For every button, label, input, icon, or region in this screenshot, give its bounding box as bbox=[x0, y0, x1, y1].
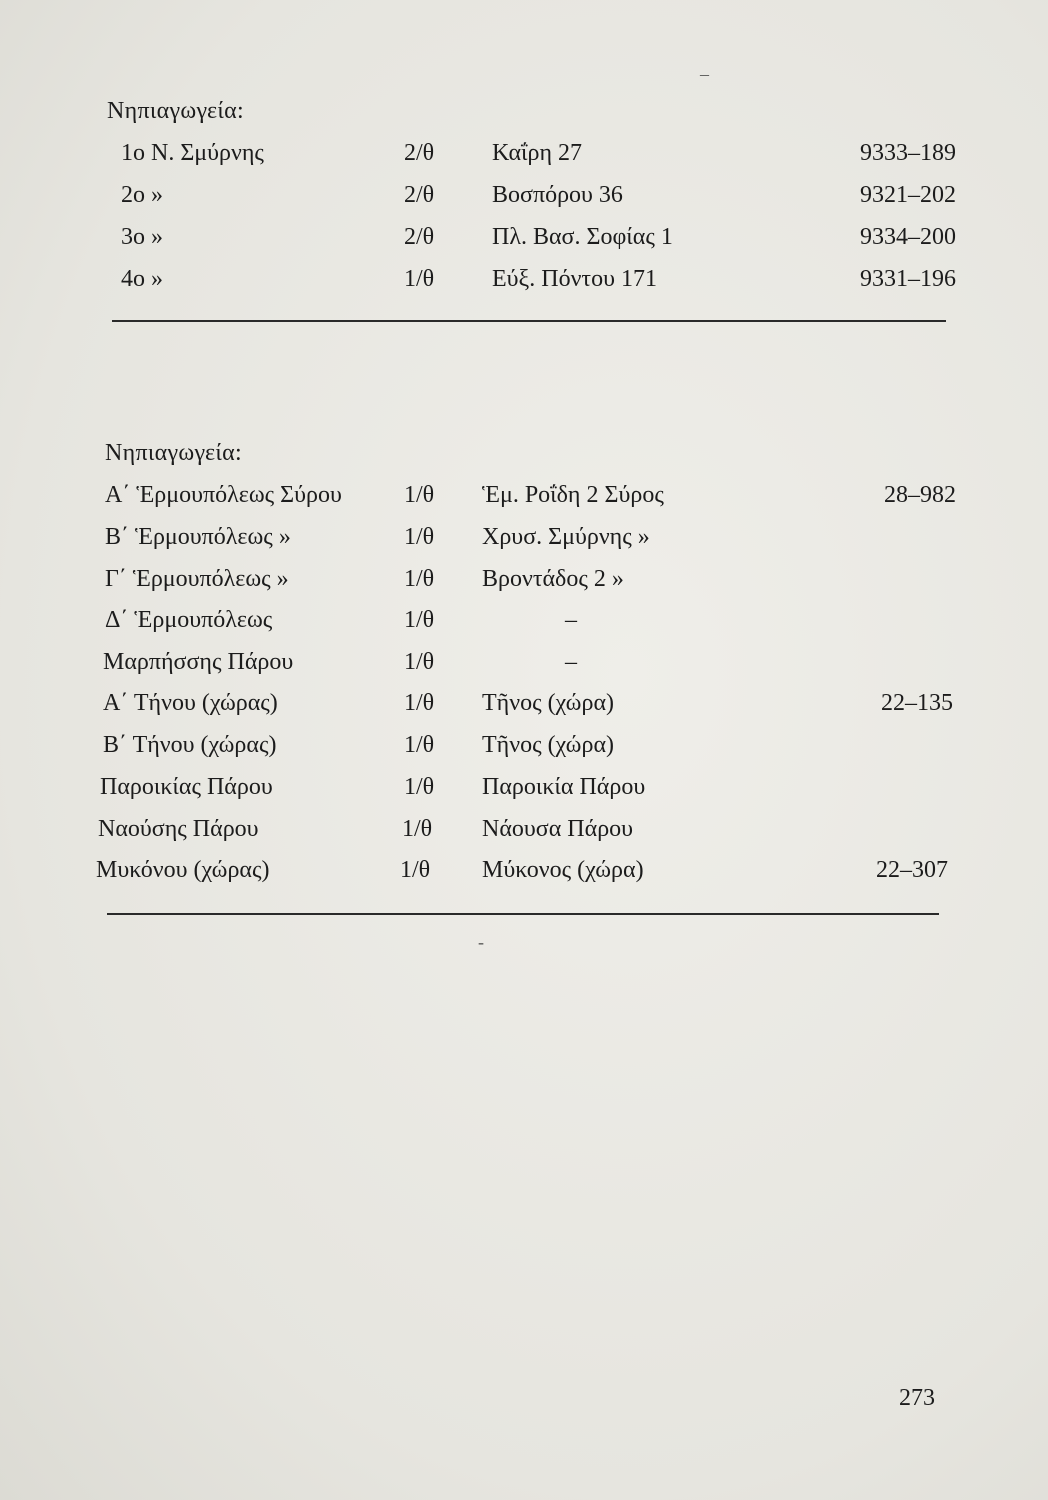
row-address: Βροντάδος 2 » bbox=[482, 566, 624, 592]
row-address: Τῆνος (χώρα) bbox=[482, 690, 615, 716]
row-class: 1/θ bbox=[404, 482, 435, 508]
table-row bbox=[0, 690, 1048, 720]
row-name: 4ο » bbox=[121, 266, 163, 292]
row-address: – bbox=[565, 607, 577, 633]
table-row bbox=[0, 524, 1048, 554]
table-row bbox=[0, 857, 1048, 887]
table-row bbox=[0, 224, 1048, 254]
section-heading: Νηπιαγωγεία: bbox=[105, 440, 243, 466]
table-row bbox=[0, 482, 1048, 512]
row-address: Πλ. Βασ. Σοφίας 1 bbox=[492, 224, 673, 250]
row-phone: 22–307 bbox=[876, 857, 948, 883]
row-name: Μαρπήσσης Πάρου bbox=[103, 649, 294, 675]
row-address: Καΐρη 27 bbox=[492, 140, 582, 166]
page-mark: – bbox=[700, 64, 709, 84]
row-class: 2/θ bbox=[404, 182, 435, 208]
row-class: 1/θ bbox=[404, 690, 435, 716]
row-name: Δ΄ Ἑρμουπόλεως bbox=[105, 607, 273, 633]
table-row bbox=[0, 140, 1048, 170]
row-phone: 9331–196 bbox=[860, 266, 956, 292]
row-name: Μυκόνου (χώρας) bbox=[96, 857, 270, 883]
row-address: Βοσπόρου 36 bbox=[492, 182, 623, 208]
section-divider bbox=[112, 320, 946, 322]
row-name: Γ΄ Ἑρμουπόλεως » bbox=[105, 566, 289, 592]
table-row bbox=[0, 566, 1048, 596]
page-mark: - bbox=[478, 932, 484, 952]
table-row bbox=[0, 816, 1048, 846]
row-class: 1/θ bbox=[402, 816, 433, 842]
row-phone: 9321–202 bbox=[860, 182, 956, 208]
row-address: Παροικία Πάρου bbox=[482, 774, 646, 800]
row-address: Χρυσ. Σμύρνης » bbox=[482, 524, 650, 550]
row-name: 3ο » bbox=[121, 224, 163, 250]
row-name: Ναούσης Πάρου bbox=[98, 816, 259, 842]
section-heading: Νηπιαγωγεία: bbox=[107, 98, 245, 124]
row-name: Α΄ Τήνου (χώρας) bbox=[103, 690, 278, 716]
row-address: Ἑμ. Ροΐδη 2 Σύρος bbox=[482, 482, 664, 508]
row-address: Εύξ. Πόντου 171 bbox=[492, 266, 657, 292]
row-phone: 22–135 bbox=[881, 690, 953, 716]
row-name: Α΄ Ἑρμουπόλεως Σύρου bbox=[105, 482, 342, 508]
row-class: 2/θ bbox=[404, 224, 435, 250]
row-phone: 28–982 bbox=[884, 482, 956, 508]
row-class: 1/θ bbox=[404, 774, 435, 800]
row-name: Β΄ Τήνου (χώρας) bbox=[103, 732, 277, 758]
row-class: 1/θ bbox=[404, 524, 435, 550]
table-row bbox=[0, 266, 1048, 296]
table-row bbox=[0, 732, 1048, 762]
row-class: 1/θ bbox=[404, 649, 435, 675]
row-class: 1/θ bbox=[404, 607, 435, 633]
row-name: Β΄ Ἑρμουπόλεως » bbox=[105, 524, 291, 550]
section-divider bbox=[107, 913, 939, 915]
row-name: Παροικίας Πάρου bbox=[100, 774, 273, 800]
row-class: 1/θ bbox=[400, 857, 431, 883]
row-phone: 9333–189 bbox=[860, 140, 956, 166]
row-name: 2ο » bbox=[121, 182, 163, 208]
table-row bbox=[0, 607, 1048, 637]
table-row bbox=[0, 649, 1048, 679]
row-address: – bbox=[565, 649, 577, 675]
row-name: 1ο Ν. Σμύρνης bbox=[121, 140, 264, 166]
row-address: Νάουσα Πάρου bbox=[482, 816, 634, 842]
row-class: 1/θ bbox=[404, 566, 435, 592]
row-class: 2/θ bbox=[404, 140, 435, 166]
row-class: 1/θ bbox=[404, 266, 435, 292]
table-row bbox=[0, 774, 1048, 804]
row-address: Τῆνος (χώρα) bbox=[482, 732, 615, 758]
page-number: 273 bbox=[899, 1385, 935, 1411]
table-row bbox=[0, 182, 1048, 212]
row-address: Μύκονος (χώρα) bbox=[482, 857, 644, 883]
row-class: 1/θ bbox=[404, 732, 435, 758]
row-phone: 9334–200 bbox=[860, 224, 956, 250]
